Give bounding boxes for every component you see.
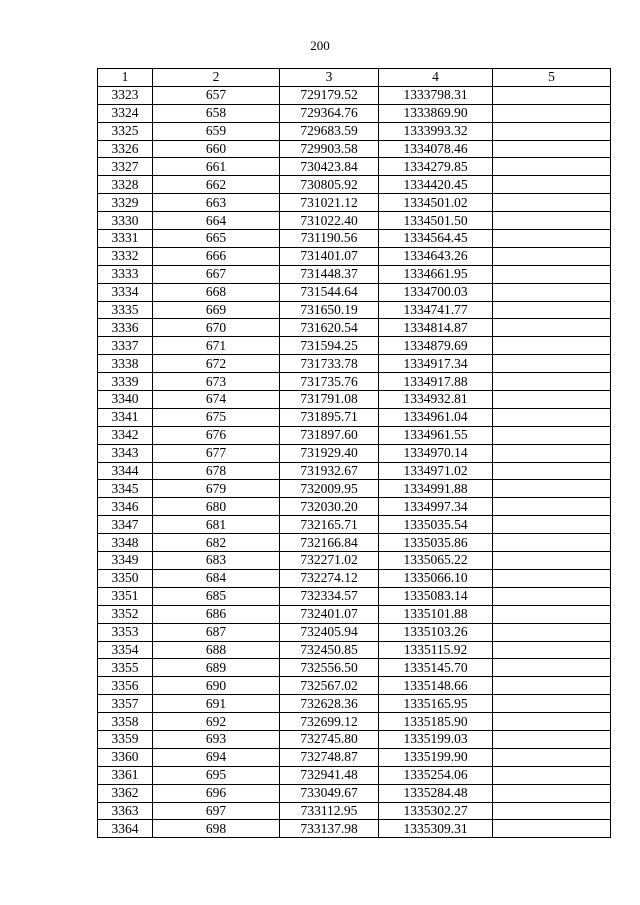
point-number-cell: 680 bbox=[153, 498, 280, 516]
row-number-cell: 3348 bbox=[98, 534, 153, 552]
x-coordinate-cell: 732009.95 bbox=[280, 480, 379, 498]
y-coordinate-cell: 1334917.34 bbox=[379, 355, 493, 373]
table-row bbox=[98, 713, 611, 731]
x-coordinate-cell: 731735.76 bbox=[280, 373, 379, 391]
notes-cell bbox=[493, 122, 611, 140]
notes-cell bbox=[493, 283, 611, 301]
x-coordinate-cell: 733137.98 bbox=[280, 820, 379, 838]
table-row bbox=[98, 104, 611, 122]
point-number-cell: 681 bbox=[153, 516, 280, 534]
row-number-cell: 3351 bbox=[98, 587, 153, 605]
row-number-cell: 3330 bbox=[98, 212, 153, 230]
point-number-cell: 661 bbox=[153, 158, 280, 176]
notes-cell bbox=[493, 534, 611, 552]
x-coordinate-cell: 731190.56 bbox=[280, 230, 379, 248]
column-header-3: 3 bbox=[280, 69, 379, 87]
x-coordinate-cell: 732450.85 bbox=[280, 641, 379, 659]
x-coordinate-cell: 731022.40 bbox=[280, 212, 379, 230]
column-header-1: 1 bbox=[98, 69, 153, 87]
table-row bbox=[98, 480, 611, 498]
point-number-cell: 671 bbox=[153, 337, 280, 355]
x-coordinate-cell: 731021.12 bbox=[280, 194, 379, 212]
row-number-cell: 3357 bbox=[98, 695, 153, 713]
row-number-cell: 3352 bbox=[98, 605, 153, 623]
table-row bbox=[98, 283, 611, 301]
x-coordinate-cell: 732941.48 bbox=[280, 766, 379, 784]
point-number-cell: 669 bbox=[153, 301, 280, 319]
y-coordinate-cell: 1334932.81 bbox=[379, 391, 493, 409]
x-coordinate-cell: 730805.92 bbox=[280, 176, 379, 194]
row-number-cell: 3359 bbox=[98, 730, 153, 748]
point-number-cell: 683 bbox=[153, 552, 280, 570]
notes-cell bbox=[493, 301, 611, 319]
table-row bbox=[98, 587, 611, 605]
x-coordinate-cell: 731544.64 bbox=[280, 283, 379, 301]
point-number-cell: 673 bbox=[153, 373, 280, 391]
point-number-cell: 696 bbox=[153, 784, 280, 802]
point-number-cell: 679 bbox=[153, 480, 280, 498]
row-number-cell: 3353 bbox=[98, 623, 153, 641]
point-number-cell: 695 bbox=[153, 766, 280, 784]
y-coordinate-cell: 1334661.95 bbox=[379, 265, 493, 283]
table-row bbox=[98, 194, 611, 212]
notes-cell bbox=[493, 641, 611, 659]
table-body bbox=[98, 86, 611, 837]
row-number-cell: 3343 bbox=[98, 444, 153, 462]
x-coordinate-cell: 731932.67 bbox=[280, 462, 379, 480]
row-number-cell: 3342 bbox=[98, 426, 153, 444]
table-row bbox=[98, 176, 611, 194]
row-number-cell: 3323 bbox=[98, 86, 153, 104]
point-number-cell: 675 bbox=[153, 408, 280, 426]
table-row bbox=[98, 391, 611, 409]
notes-cell bbox=[493, 659, 611, 677]
point-number-cell: 689 bbox=[153, 659, 280, 677]
notes-cell bbox=[493, 623, 611, 641]
table-row bbox=[98, 122, 611, 140]
row-number-cell: 3346 bbox=[98, 498, 153, 516]
notes-cell bbox=[493, 140, 611, 158]
y-coordinate-cell: 1333798.31 bbox=[379, 86, 493, 104]
row-number-cell: 3328 bbox=[98, 176, 153, 194]
notes-cell bbox=[493, 408, 611, 426]
point-number-cell: 694 bbox=[153, 748, 280, 766]
y-coordinate-cell: 1335302.27 bbox=[379, 802, 493, 820]
table-row bbox=[98, 265, 611, 283]
x-coordinate-cell: 730423.84 bbox=[280, 158, 379, 176]
table-row bbox=[98, 784, 611, 802]
row-number-cell: 3358 bbox=[98, 713, 153, 731]
y-coordinate-cell: 1334961.04 bbox=[379, 408, 493, 426]
y-coordinate-cell: 1335185.90 bbox=[379, 713, 493, 731]
notes-cell bbox=[493, 319, 611, 337]
y-coordinate-cell: 1334879.69 bbox=[379, 337, 493, 355]
table-row bbox=[98, 462, 611, 480]
point-number-cell: 657 bbox=[153, 86, 280, 104]
table-row bbox=[98, 301, 611, 319]
notes-cell bbox=[493, 337, 611, 355]
column-header-5: 5 bbox=[493, 69, 611, 87]
column-header-2: 2 bbox=[153, 69, 280, 87]
x-coordinate-cell: 732556.50 bbox=[280, 659, 379, 677]
y-coordinate-cell: 1334991.88 bbox=[379, 480, 493, 498]
x-coordinate-cell: 732567.02 bbox=[280, 677, 379, 695]
table-row bbox=[98, 766, 611, 784]
row-number-cell: 3361 bbox=[98, 766, 153, 784]
notes-cell bbox=[493, 713, 611, 731]
notes-cell bbox=[493, 695, 611, 713]
notes-cell bbox=[493, 605, 611, 623]
notes-cell bbox=[493, 552, 611, 570]
y-coordinate-cell: 1335101.88 bbox=[379, 605, 493, 623]
y-coordinate-cell: 1334970.14 bbox=[379, 444, 493, 462]
x-coordinate-cell: 731897.60 bbox=[280, 426, 379, 444]
x-coordinate-cell: 732165.71 bbox=[280, 516, 379, 534]
table-row bbox=[98, 730, 611, 748]
table-row bbox=[98, 158, 611, 176]
notes-cell bbox=[493, 176, 611, 194]
x-coordinate-cell: 731895.71 bbox=[280, 408, 379, 426]
row-number-cell: 3332 bbox=[98, 247, 153, 265]
point-number-cell: 666 bbox=[153, 247, 280, 265]
x-coordinate-cell: 729903.58 bbox=[280, 140, 379, 158]
row-number-cell: 3336 bbox=[98, 319, 153, 337]
notes-cell bbox=[493, 498, 611, 516]
point-number-cell: 663 bbox=[153, 194, 280, 212]
row-number-cell: 3333 bbox=[98, 265, 153, 283]
point-number-cell: 668 bbox=[153, 283, 280, 301]
notes-cell bbox=[493, 444, 611, 462]
y-coordinate-cell: 1335309.31 bbox=[379, 820, 493, 838]
x-coordinate-cell: 732334.57 bbox=[280, 587, 379, 605]
notes-cell bbox=[493, 730, 611, 748]
point-number-cell: 678 bbox=[153, 462, 280, 480]
point-number-cell: 677 bbox=[153, 444, 280, 462]
x-coordinate-cell: 731791.08 bbox=[280, 391, 379, 409]
row-number-cell: 3349 bbox=[98, 552, 153, 570]
y-coordinate-cell: 1333869.90 bbox=[379, 104, 493, 122]
x-coordinate-cell: 729179.52 bbox=[280, 86, 379, 104]
y-coordinate-cell: 1335145.70 bbox=[379, 659, 493, 677]
table-row bbox=[98, 623, 611, 641]
table-row bbox=[98, 516, 611, 534]
x-coordinate-cell: 732401.07 bbox=[280, 605, 379, 623]
notes-cell bbox=[493, 391, 611, 409]
notes-cell bbox=[493, 158, 611, 176]
x-coordinate-cell: 732030.20 bbox=[280, 498, 379, 516]
x-coordinate-cell: 731594.25 bbox=[280, 337, 379, 355]
point-number-cell: 664 bbox=[153, 212, 280, 230]
point-number-cell: 659 bbox=[153, 122, 280, 140]
notes-cell bbox=[493, 784, 611, 802]
x-coordinate-cell: 731448.37 bbox=[280, 265, 379, 283]
table-row bbox=[98, 373, 611, 391]
x-coordinate-cell: 732748.87 bbox=[280, 748, 379, 766]
x-coordinate-cell: 729364.76 bbox=[280, 104, 379, 122]
row-number-cell: 3329 bbox=[98, 194, 153, 212]
table-row bbox=[98, 748, 611, 766]
table-row bbox=[98, 426, 611, 444]
point-number-cell: 697 bbox=[153, 802, 280, 820]
coordinates-table bbox=[97, 68, 611, 838]
point-number-cell: 667 bbox=[153, 265, 280, 283]
row-number-cell: 3355 bbox=[98, 659, 153, 677]
notes-cell bbox=[493, 766, 611, 784]
notes-cell bbox=[493, 355, 611, 373]
point-number-cell: 662 bbox=[153, 176, 280, 194]
table-row bbox=[98, 677, 611, 695]
y-coordinate-cell: 1334078.46 bbox=[379, 140, 493, 158]
table-row bbox=[98, 444, 611, 462]
y-coordinate-cell: 1334643.26 bbox=[379, 247, 493, 265]
x-coordinate-cell: 731733.78 bbox=[280, 355, 379, 373]
x-coordinate-cell: 732745.80 bbox=[280, 730, 379, 748]
row-number-cell: 3354 bbox=[98, 641, 153, 659]
x-coordinate-cell: 733049.67 bbox=[280, 784, 379, 802]
row-number-cell: 3340 bbox=[98, 391, 153, 409]
y-coordinate-cell: 1334501.50 bbox=[379, 212, 493, 230]
x-coordinate-cell: 731650.19 bbox=[280, 301, 379, 319]
notes-cell bbox=[493, 820, 611, 838]
table-row bbox=[98, 569, 611, 587]
y-coordinate-cell: 1335165.95 bbox=[379, 695, 493, 713]
row-number-cell: 3324 bbox=[98, 104, 153, 122]
notes-cell bbox=[493, 373, 611, 391]
notes-cell bbox=[493, 247, 611, 265]
x-coordinate-cell: 732405.94 bbox=[280, 623, 379, 641]
header-row bbox=[98, 69, 611, 87]
y-coordinate-cell: 1335115.92 bbox=[379, 641, 493, 659]
notes-cell bbox=[493, 212, 611, 230]
point-number-cell: 691 bbox=[153, 695, 280, 713]
table-row bbox=[98, 408, 611, 426]
y-coordinate-cell: 1334700.03 bbox=[379, 283, 493, 301]
notes-cell bbox=[493, 802, 611, 820]
y-coordinate-cell: 1335199.03 bbox=[379, 730, 493, 748]
table-row bbox=[98, 86, 611, 104]
row-number-cell: 3338 bbox=[98, 355, 153, 373]
table-row bbox=[98, 641, 611, 659]
table-row bbox=[98, 319, 611, 337]
notes-cell bbox=[493, 104, 611, 122]
point-number-cell: 687 bbox=[153, 623, 280, 641]
notes-cell bbox=[493, 426, 611, 444]
page-number: 200 bbox=[310, 38, 330, 53]
table-row bbox=[98, 230, 611, 248]
y-coordinate-cell: 1335066.10 bbox=[379, 569, 493, 587]
table-row bbox=[98, 534, 611, 552]
table-row bbox=[98, 552, 611, 570]
point-number-cell: 684 bbox=[153, 569, 280, 587]
table-row bbox=[98, 498, 611, 516]
y-coordinate-cell: 1334279.85 bbox=[379, 158, 493, 176]
y-coordinate-cell: 1335035.86 bbox=[379, 534, 493, 552]
row-number-cell: 3341 bbox=[98, 408, 153, 426]
point-number-cell: 658 bbox=[153, 104, 280, 122]
point-number-cell: 676 bbox=[153, 426, 280, 444]
y-coordinate-cell: 1335148.66 bbox=[379, 677, 493, 695]
row-number-cell: 3350 bbox=[98, 569, 153, 587]
row-number-cell: 3331 bbox=[98, 230, 153, 248]
row-number-cell: 3347 bbox=[98, 516, 153, 534]
point-number-cell: 688 bbox=[153, 641, 280, 659]
point-number-cell: 672 bbox=[153, 355, 280, 373]
row-number-cell: 3364 bbox=[98, 820, 153, 838]
notes-cell bbox=[493, 86, 611, 104]
row-number-cell: 3362 bbox=[98, 784, 153, 802]
point-number-cell: 674 bbox=[153, 391, 280, 409]
notes-cell bbox=[493, 569, 611, 587]
notes-cell bbox=[493, 480, 611, 498]
row-number-cell: 3327 bbox=[98, 158, 153, 176]
notes-cell bbox=[493, 748, 611, 766]
row-number-cell: 3326 bbox=[98, 140, 153, 158]
table-row bbox=[98, 140, 611, 158]
x-coordinate-cell: 732628.36 bbox=[280, 695, 379, 713]
x-coordinate-cell: 731401.07 bbox=[280, 247, 379, 265]
y-coordinate-cell: 1335035.54 bbox=[379, 516, 493, 534]
row-number-cell: 3344 bbox=[98, 462, 153, 480]
y-coordinate-cell: 1333993.32 bbox=[379, 122, 493, 140]
table-row bbox=[98, 247, 611, 265]
point-number-cell: 686 bbox=[153, 605, 280, 623]
point-number-cell: 693 bbox=[153, 730, 280, 748]
notes-cell bbox=[493, 677, 611, 695]
notes-cell bbox=[493, 230, 611, 248]
y-coordinate-cell: 1335284.48 bbox=[379, 784, 493, 802]
point-number-cell: 698 bbox=[153, 820, 280, 838]
y-coordinate-cell: 1335254.06 bbox=[379, 766, 493, 784]
y-coordinate-cell: 1334961.55 bbox=[379, 426, 493, 444]
table-row bbox=[98, 212, 611, 230]
point-number-cell: 682 bbox=[153, 534, 280, 552]
notes-cell bbox=[493, 516, 611, 534]
table-row bbox=[98, 695, 611, 713]
table-row bbox=[98, 337, 611, 355]
row-number-cell: 3356 bbox=[98, 677, 153, 695]
x-coordinate-cell: 732274.12 bbox=[280, 569, 379, 587]
y-coordinate-cell: 1334971.02 bbox=[379, 462, 493, 480]
row-number-cell: 3345 bbox=[98, 480, 153, 498]
y-coordinate-cell: 1334501.02 bbox=[379, 194, 493, 212]
notes-cell bbox=[493, 587, 611, 605]
x-coordinate-cell: 732699.12 bbox=[280, 713, 379, 731]
table-row bbox=[98, 802, 611, 820]
notes-cell bbox=[493, 462, 611, 480]
y-coordinate-cell: 1334997.34 bbox=[379, 498, 493, 516]
row-number-cell: 3360 bbox=[98, 748, 153, 766]
point-number-cell: 660 bbox=[153, 140, 280, 158]
column-header-4: 4 bbox=[379, 69, 493, 87]
y-coordinate-cell: 1335199.90 bbox=[379, 748, 493, 766]
row-number-cell: 3339 bbox=[98, 373, 153, 391]
x-coordinate-cell: 731620.54 bbox=[280, 319, 379, 337]
point-number-cell: 685 bbox=[153, 587, 280, 605]
x-coordinate-cell: 731929.40 bbox=[280, 444, 379, 462]
y-coordinate-cell: 1334564.45 bbox=[379, 230, 493, 248]
y-coordinate-cell: 1335083.14 bbox=[379, 587, 493, 605]
table-row bbox=[98, 659, 611, 677]
x-coordinate-cell: 732271.02 bbox=[280, 552, 379, 570]
row-number-cell: 3325 bbox=[98, 122, 153, 140]
table-header bbox=[98, 69, 611, 87]
table-row bbox=[98, 820, 611, 838]
notes-cell bbox=[493, 194, 611, 212]
point-number-cell: 690 bbox=[153, 677, 280, 695]
row-number-cell: 3337 bbox=[98, 337, 153, 355]
row-number-cell: 3363 bbox=[98, 802, 153, 820]
y-coordinate-cell: 1334917.88 bbox=[379, 373, 493, 391]
y-coordinate-cell: 1334420.45 bbox=[379, 176, 493, 194]
x-coordinate-cell: 733112.95 bbox=[280, 802, 379, 820]
y-coordinate-cell: 1335065.22 bbox=[379, 552, 493, 570]
point-number-cell: 670 bbox=[153, 319, 280, 337]
point-number-cell: 665 bbox=[153, 230, 280, 248]
table-container bbox=[97, 68, 611, 838]
notes-cell bbox=[493, 265, 611, 283]
y-coordinate-cell: 1335103.26 bbox=[379, 623, 493, 641]
row-number-cell: 3335 bbox=[98, 301, 153, 319]
x-coordinate-cell: 729683.59 bbox=[280, 122, 379, 140]
y-coordinate-cell: 1334741.77 bbox=[379, 301, 493, 319]
table-row bbox=[98, 605, 611, 623]
x-coordinate-cell: 732166.84 bbox=[280, 534, 379, 552]
y-coordinate-cell: 1334814.87 bbox=[379, 319, 493, 337]
row-number-cell: 3334 bbox=[98, 283, 153, 301]
point-number-cell: 692 bbox=[153, 713, 280, 731]
table-row bbox=[98, 355, 611, 373]
